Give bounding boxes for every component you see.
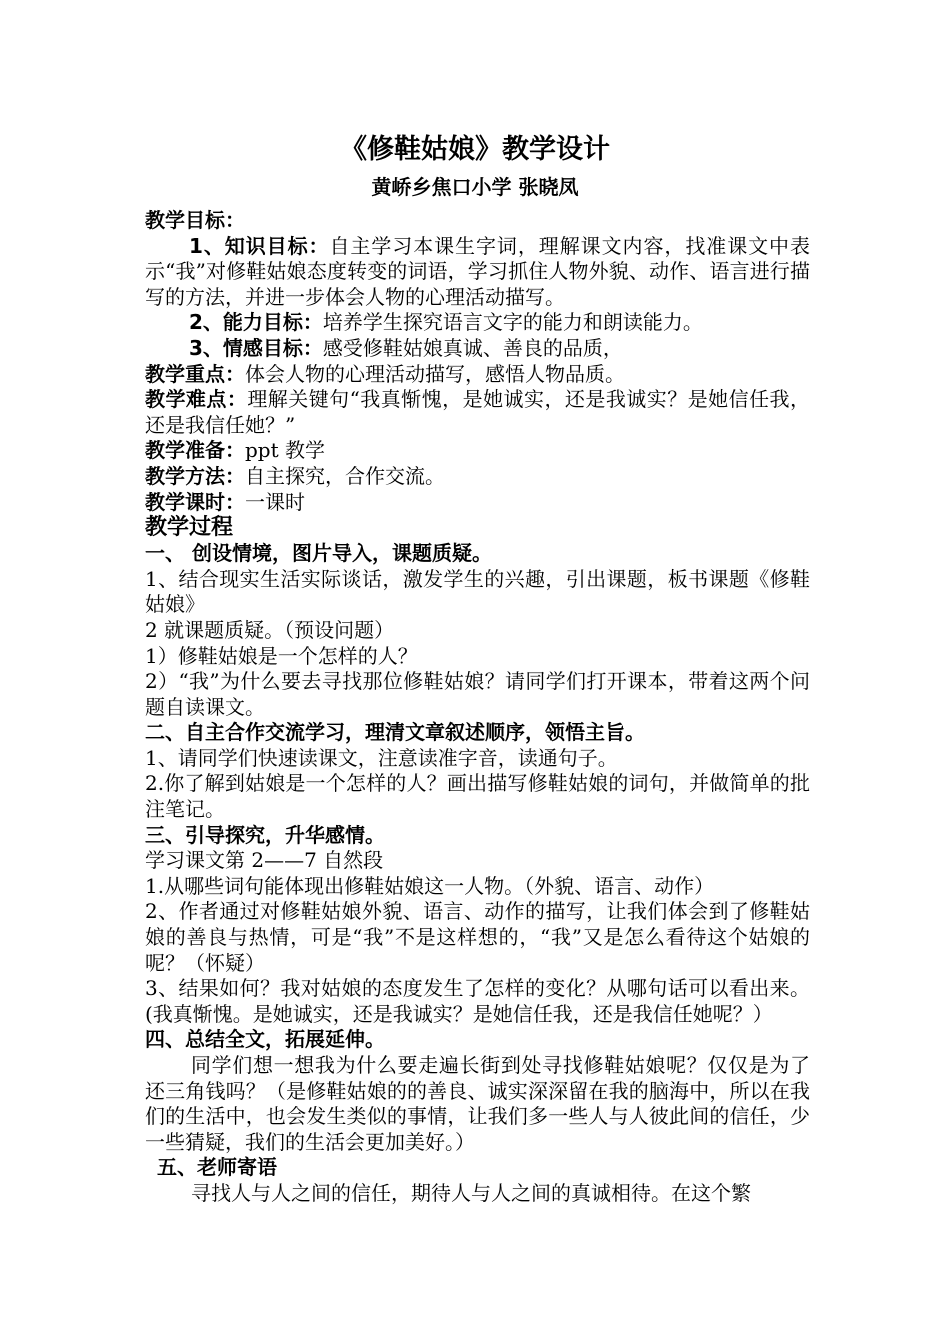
objective-text: 感受修鞋姑娘真诚、善良的品质， (322, 335, 623, 360)
info-label: 教学重点： (145, 361, 245, 386)
info-label: 教学方法： (145, 463, 245, 488)
objective-label: 2、能力目标： (189, 310, 323, 335)
section-5-heading: 五、老师寄语 (157, 1155, 277, 1180)
section-2-line: 2.你了解到姑娘是一个怎样的人？画出描写修鞋姑娘的词句，并做简单的批注笔记。 (145, 771, 810, 822)
info-text: 理解关键句“我真惭愧，是她诚实，还是我诚实？是她信任我，还是我信任她？” (145, 387, 810, 437)
info-label: 教学准备： (145, 438, 245, 463)
document-body (145, 208, 810, 1207)
section-4-text: 同学们想一想我为什么要走遍长街到处寻找修鞋姑娘呢？仅仅是为了还三角钱吗？（是修鞋姑娘的的善良、诚实深深留在我的脑海中，所以在我们的生活中，也会发生类似的事情，让我们多一些人与人彼此间的信任，少一些猜疑，我们的生活会更加美好。） (145, 1053, 810, 1154)
section-5-text: 寻找人与人之间的信任，期待人与人之间的真诚相待。在这个繁 (191, 1180, 751, 1205)
objective-emotion (145, 336, 810, 362)
section-2-heading: 二、自主合作交流学习，理清文章叙述顺序，领悟主旨。 (145, 720, 645, 745)
section-1-line: 2 就课题质疑。（预设问题） (145, 617, 395, 642)
objective-label: 1、知识目标： (189, 233, 330, 258)
process-heading: 教学过程 (145, 515, 234, 541)
section-1-heading: 一、 创设情境，图片导入，课题质疑。 (145, 541, 492, 566)
info-difficulties (145, 387, 810, 438)
info-key-points (145, 362, 810, 388)
objective-ability (145, 310, 810, 336)
info-label: 教学难点： (145, 387, 248, 412)
objective-text: 培养学生探究语言文字的能力和朗读能力。 (322, 310, 703, 335)
section-1-line: 1）修鞋姑娘是一个怎样的人？ (145, 643, 418, 668)
section-3-line: 3、结果如何？我对姑娘的态度发生了怎样的变化？从哪句话可以看出来。(我真惭愧。是她诚实，还是我诚实？是她信任我，还是我信任她呢？） (145, 976, 810, 1026)
section-3-line: 2、作者通过对修鞋姑娘外貌、语言、动作的描写，让我们体会到了修鞋姑娘的善良与热情，可是“我”不是这样想的，“我”又是怎么看待这个姑娘的呢？（怀疑） (145, 899, 810, 975)
info-text: 一课时 (245, 489, 305, 514)
section-1-line: 1、结合现实生活实际谈话，激发学生的兴趣，引出课题，板书课题《修鞋姑娘》 (145, 566, 810, 617)
objective-text: 自主学习本课生字词，理解课文内容，找准课文中表示“我”对修鞋姑娘态度转变的词语，学习抓住人物外貌、动作、语言进行描写的方法，并进一步体会人物的心理活动描写。 (145, 233, 810, 309)
info-label: 教学课时： (145, 489, 245, 514)
info-text: 自主探究，合作交流。 (245, 463, 445, 488)
section-3-line: 1.从哪些词句能体现出修鞋姑娘这一人物。（外貌、语言、动作） (145, 873, 715, 898)
objectives-heading: 教学目标： (145, 208, 245, 232)
objective-knowledge (145, 234, 810, 311)
section-2-line: 1、请同学们快速读课文，注意读准字音，读通句子。 (145, 745, 618, 770)
section-1-line: 2）“我”为什么要去寻找那位修鞋姑娘？请同学们打开课本，带着这两个问题自读课文。 (145, 669, 810, 719)
author-line: 黄峤乡焦口小学 张晓凤 (371, 175, 579, 199)
info-preparation (145, 438, 810, 464)
objective-label: 3、情感目标： (189, 335, 323, 360)
info-periods (145, 490, 810, 516)
info-methods (145, 464, 810, 490)
section-3-line: 学习课文第 2——7 自然段 (145, 848, 384, 873)
section-4-heading: 四、总结全文，拓展延伸。 (145, 1027, 385, 1052)
info-text: ppt 教学 (245, 438, 325, 463)
document-title: 《修鞋姑娘》教学设计 (340, 134, 610, 165)
section-3-heading: 三、引导探究，升华感情。 (145, 822, 385, 847)
info-text: 体会人物的心理活动描写，感悟人物品质。 (245, 361, 625, 386)
